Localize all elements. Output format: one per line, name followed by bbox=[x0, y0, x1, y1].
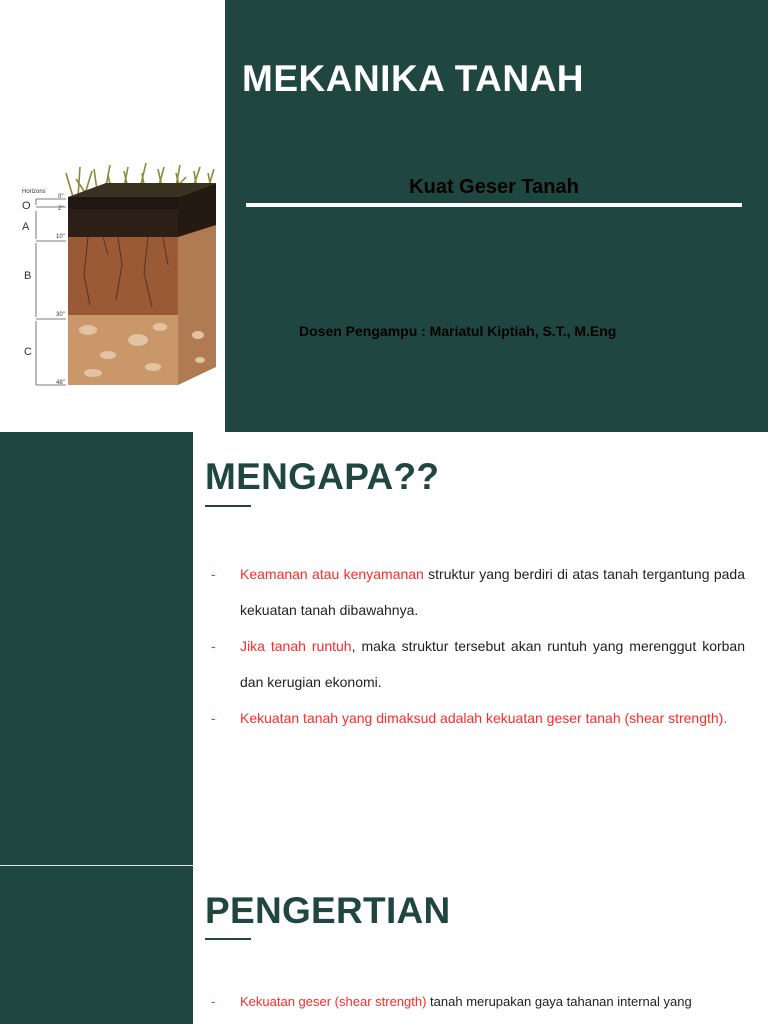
depth-labels bbox=[56, 194, 65, 386]
left-accent-bar bbox=[0, 432, 193, 865]
highlight-text: Kekuatan tanah yang dimaksud adalah kekuatan geser tanah (shear strength). bbox=[240, 710, 728, 726]
bullet-list bbox=[205, 984, 745, 1020]
list-item bbox=[205, 556, 745, 628]
course-title: MEKANIKA TANAH bbox=[242, 58, 585, 99]
depth-label: 10" bbox=[56, 234, 65, 240]
depth-label: 30" bbox=[56, 312, 65, 318]
horizon-o-label: O bbox=[22, 200, 31, 212]
bullet-dash: - bbox=[211, 566, 216, 582]
bullet-dash: - bbox=[211, 710, 216, 726]
body-text: tanah merupakan gaya tahanan internal yang bbox=[426, 994, 692, 1009]
body-text: , maka struktur tersebut akan runtuh yang merenggut korban dan kerugian ekonomi. bbox=[240, 638, 745, 690]
why-slide bbox=[0, 432, 768, 865]
soil-horizon-figure bbox=[18, 155, 228, 395]
horizon-o-layer bbox=[68, 197, 178, 209]
left-accent-bar bbox=[0, 866, 193, 1024]
horizon-c-label: C bbox=[24, 346, 32, 358]
horizon-a-layer bbox=[68, 209, 178, 237]
highlight-text: Kekuatan geser (shear strength) bbox=[240, 994, 427, 1009]
section-title: PENGERTIAN bbox=[205, 890, 451, 931]
list-item bbox=[205, 700, 745, 736]
bullet-dash: - bbox=[211, 638, 216, 654]
definition-slide bbox=[0, 866, 768, 1024]
topic-subtitle: Kuat Geser Tanah bbox=[409, 176, 579, 198]
title-slide bbox=[0, 0, 768, 432]
depth-label: 2" bbox=[58, 206, 64, 212]
title-underline bbox=[205, 938, 251, 940]
horizon-letters bbox=[22, 200, 32, 358]
horizon-scale bbox=[36, 199, 66, 385]
bullet-dash: - bbox=[211, 994, 216, 1009]
title-underline bbox=[205, 505, 251, 507]
highlight-text: Jika tanah runtuh bbox=[240, 638, 352, 654]
depth-label: 48" bbox=[56, 380, 65, 386]
lecturer-line: Dosen Pengampu : Mariatul Kiptiah, S.T., M.Eng bbox=[299, 323, 617, 339]
horizon-a-label: A bbox=[22, 221, 30, 233]
depth-label: 0" bbox=[58, 194, 64, 200]
highlight-text: Keamanan atau kenyamanan bbox=[240, 566, 424, 582]
list-item bbox=[205, 984, 745, 1020]
list-item bbox=[205, 628, 745, 700]
subtitle-divider bbox=[246, 203, 742, 207]
horizon-b-label: B bbox=[24, 270, 32, 282]
horizons-heading: Horizons bbox=[22, 189, 46, 195]
section-title: MENGAPA?? bbox=[205, 456, 440, 497]
bullet-list bbox=[205, 556, 745, 736]
body-text: struktur yang berdiri di atas tanah tergantung pada kekuatan tanah dibawahnya. bbox=[240, 566, 745, 618]
